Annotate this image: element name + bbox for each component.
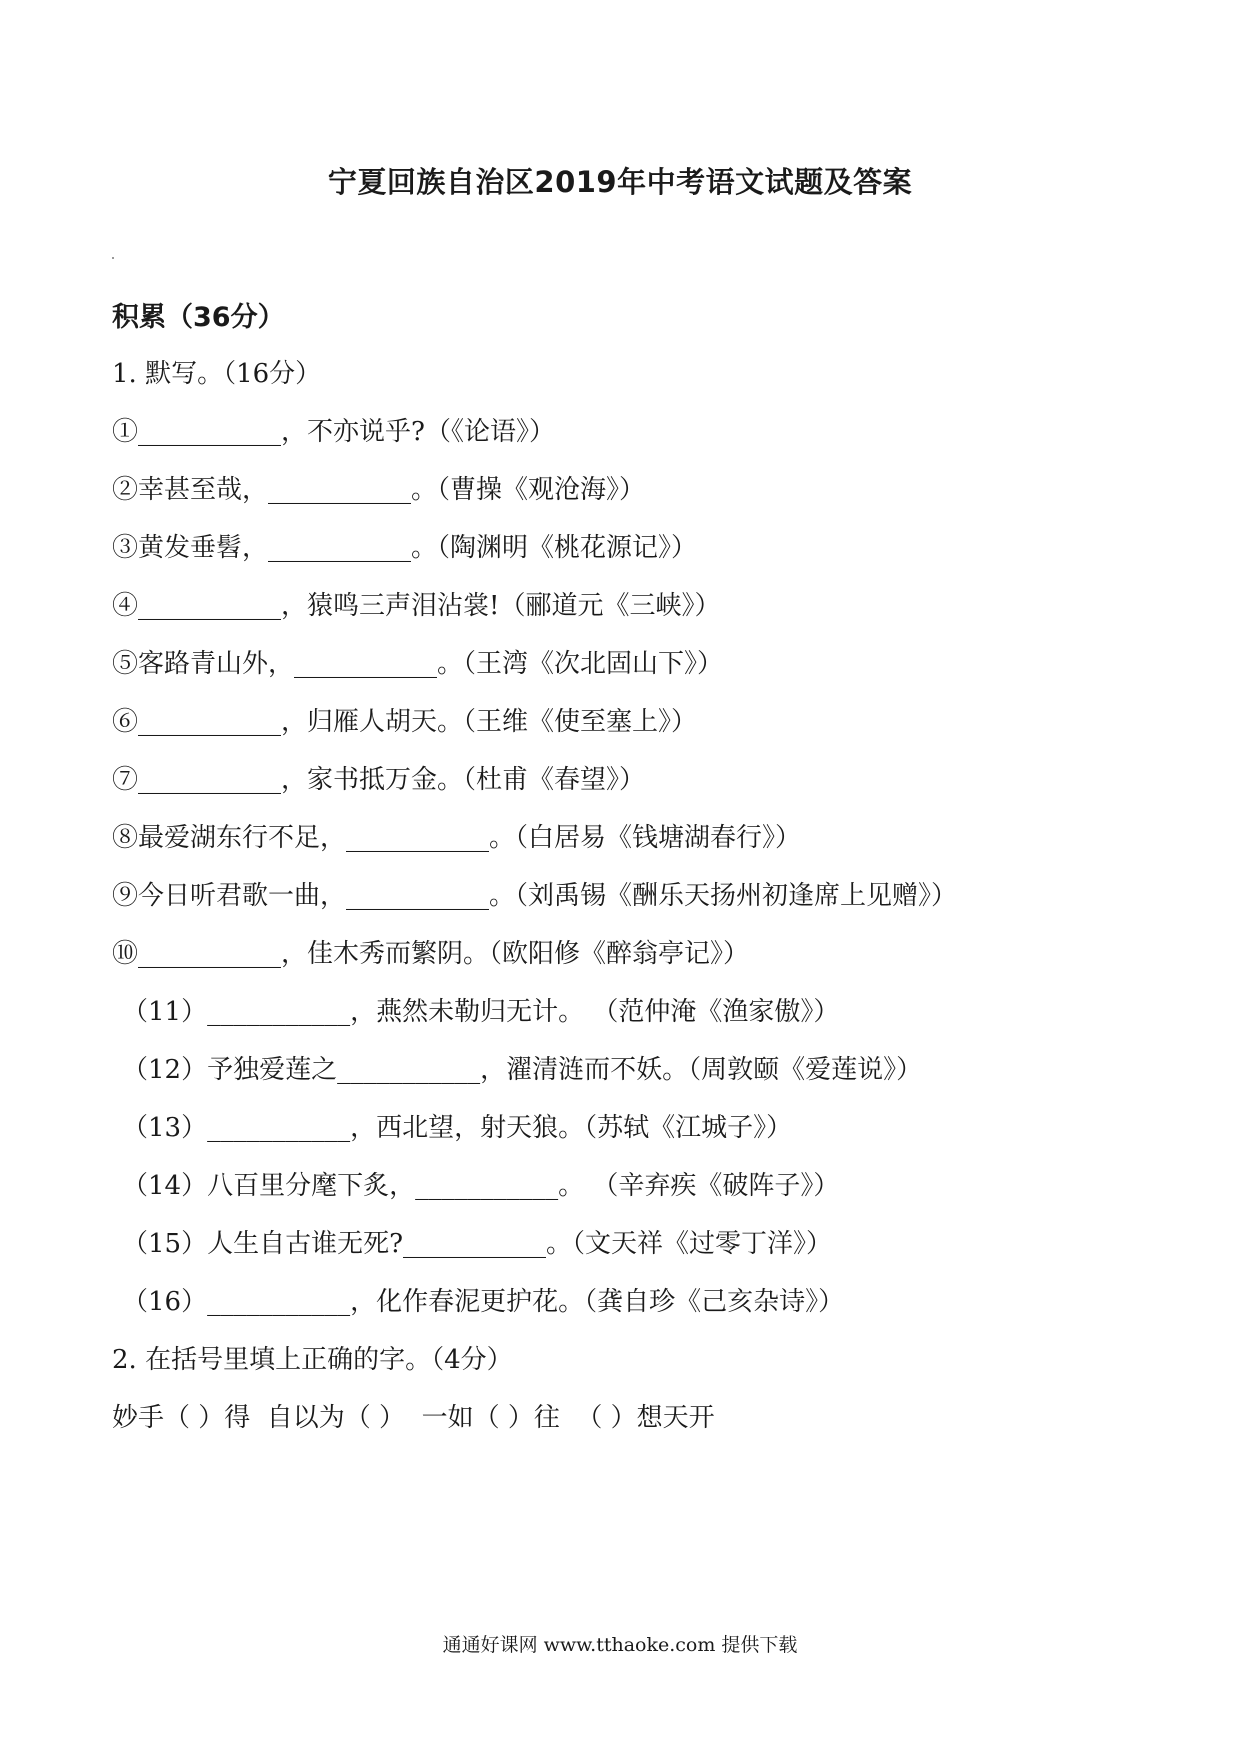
question-1-item: ⑦___________，家书抵万金。（杜甫《春望》）: [112, 765, 646, 795]
question-1-item: ⑩___________，佳木秀而繁阴。（欧阳修《醉翁亭记》）: [112, 939, 750, 969]
question-1-item: ⑤客路青山外，___________。（王湾《次北固山下》）: [112, 649, 724, 679]
scan-dot: [112, 257, 114, 259]
question-1-item: ⑧最爱湖东行不足，___________。（白居易《钱塘湖春行》）: [112, 823, 802, 853]
question-1-item: （15）人生自古谁无死?___________。（文天祥《过零丁洋》）: [122, 1229, 833, 1259]
question-1-item: ⑥___________，归雁人胡天。（王维《使至塞上》）: [112, 707, 698, 737]
question-1-item: （12）予独爱莲之___________，濯清涟而不妖。（周敦颐《爱莲说》）: [122, 1055, 923, 1085]
question-1-item: ②幸甚至哉，___________。（曹操《观沧海》）: [112, 475, 646, 505]
question-1-heading: 1. 默写。（16分）: [112, 359, 322, 389]
question-1-item: （11）___________，燕然未勒归无计。 （范仲淹《渔家傲》）: [122, 997, 840, 1027]
question-1-item: （13）___________，西北望，射天狼。（苏轼《江城子》）: [122, 1113, 793, 1143]
document-title: 宁夏回族自治区2019年中考语文试题及答案: [327, 165, 913, 199]
section-heading: 积累（36分）: [112, 302, 285, 333]
question-2-line: 妙手（ ）得 自以为（ ） 一如（ ）往 （ ）想天开: [112, 1403, 715, 1433]
question-1-item: ⑨今日听君歌一曲，___________。（刘禹锡《酬乐天扬州初逢席上见赠》）: [112, 881, 958, 911]
question-1-item: ③黄发垂髫，___________。（陶渊明《桃花源记》）: [112, 533, 698, 563]
question-1-item: ④___________，猿鸣三声泪沾裳!（郦道元《三峡》）: [112, 591, 721, 621]
question-1-item: （14）八百里分麾下炙，___________。 （辛弃疾《破阵子》）: [122, 1171, 840, 1201]
question-1-item: （16）___________，化作春泥更护花。（龚自珍《己亥杂诗》）: [122, 1287, 845, 1317]
question-1-item: ①___________，不亦说乎?（《论语》）: [112, 417, 555, 447]
footer-text: 通通好课网 www.tthaoke.com 提供下载: [442, 1634, 798, 1656]
question-2-heading: 2. 在括号里填上正确的字。（4分）: [112, 1345, 513, 1375]
